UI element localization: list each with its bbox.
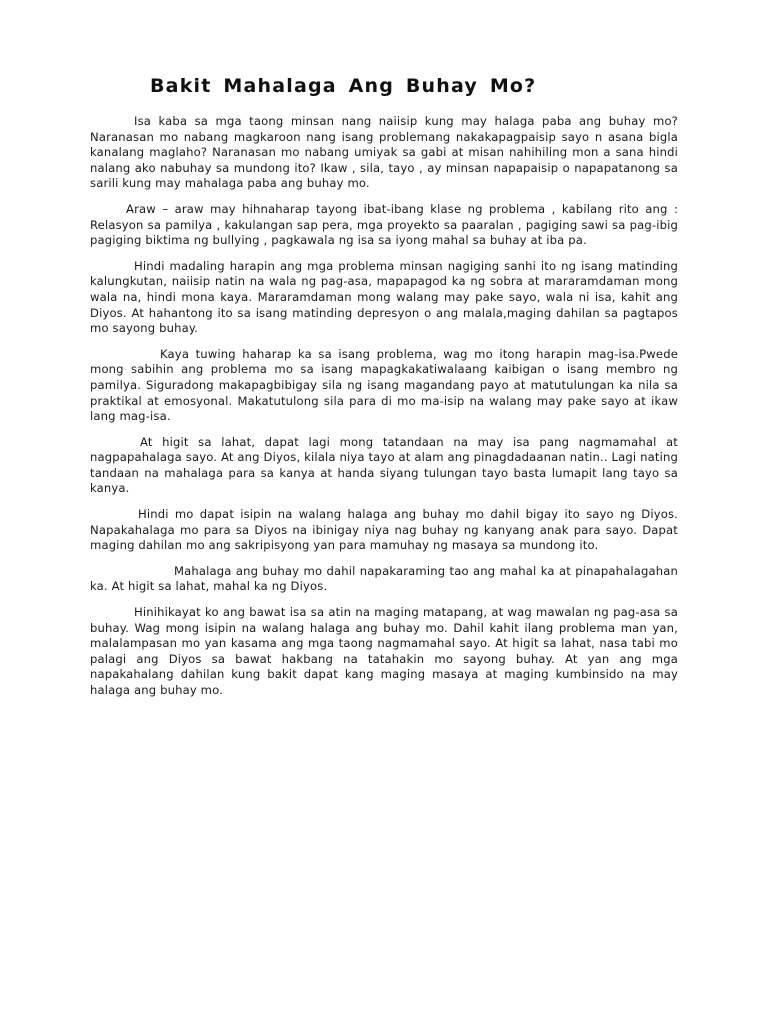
document-page (90, 72, 678, 709)
paragraph-8: Hinihikayat ko ang bawat isa sa atin na maging matapang, at wag mawalan ng pag-asa sa buhay. Wag mong isipin na walang halaga ang buhay mo. Dahil kahit ilang problema man yan, malalampasan mo yan kasama ang mga taong nagmamahal sayo. At higit sa lahat, nasa tabi mo palagi ang Diyos sa bawat hakbang na tatahakin mo sayong buhay. At yan ang mga napakahalang dahilan kung bakit dapat kang maging masaya at maging kumbinsido na may halaga ang buhay mo. (90, 605, 678, 697)
paragraph-3: Hindi madaling harapin ang mga problema minsan nagiging sanhi ito ng isang matinding kalungkutan, naiisip natin na wala ng pag-asa, mapapagod ka ng sobra at mararamdaman mong wala na, hindi mona kaya. Mararamdaman mong walang may pake sayo, wala ni isa, kahit ang Diyos. At hahantong ito sa isang matinding depresyon o ang malala,maging dahilan sa pagtapos mo sayong buhay. (90, 258, 678, 336)
paragraph-2: Araw – araw may hihnaharap tayong ibat-ibang klase ng problema , kabilang rito ang : Relasyon sa pamilya , kakulangan sap pera, mga proyekto sa paaralan , pagiging sawi sa pag-ibig pagiging biktima ng bullying , pagkawala ng isa sa iyong mahal sa buhay at iba pa. (90, 201, 678, 248)
document-title: Bakit Mahalaga Ang Buhay Mo? (150, 75, 537, 97)
paragraph-1: Isa kaba sa mga taong minsan nang naiisip kung may halaga paba ang buhay mo? Naranasan mo nabang magkaroon nang isang problemang nakakapagpaisip sayo n asana bigla kanalang maglaho? Naranasan mo nabang umiyak sa gabi at misan nahihiling mon a sana hindi nalang ako nabuhay sa mundong ito? Ikaw , sila, tayo , ay minsan napapaisip o napapatanong sa sarili kung may mahalaga paba ang buhay mo. (90, 114, 678, 191)
paragraph-7: Mahalaga ang buhay mo dahil napakaraming tao ang mahal ka at pinapahalagahan ka. At higit sa lahat, mahal ka ng Diyos. (90, 563, 678, 594)
paragraph-4: Kaya tuwing haharap ka sa isang problema, wag mo itong harapin mag-isa.Pwede mong sabihin ang problema mo sa isang mapagkakatiwalaang kaibigan o isang membro ng pamilya. Siguradong makapagbibigay sila ng isang magandang payo at matutulungan ka nila sa praktikal at emosyonal. Makatutulong sila para di mo ma-isip na walang may pake sayo at ikaw lang mag-isa. (90, 346, 678, 424)
paragraph-5: At higit sa lahat, dapat lagi mong tatandaan na may isa pang nagmamahal at nagpapahalaga sayo. At ang Diyos, kilala niya tayo at alam ang pinagdadaanan natin.. Lagi nating tandaan na mahalaga para sa kanya at handa siyang tulungan tayo basta lumapit lang tayo sa kanya. (90, 434, 678, 496)
paragraph-6: Hindi mo dapat isipin na walang halaga ang buhay mo dahil bigay ito sayo ng Diyos. Napakahalaga mo para sa Diyos na ibinigay niya nag buhay ng kanyang anak para sayo. Dapat maging dahilan mo ang sakripisyong yan para mamuhay ng masaya sa mundong ito. (90, 507, 678, 553)
